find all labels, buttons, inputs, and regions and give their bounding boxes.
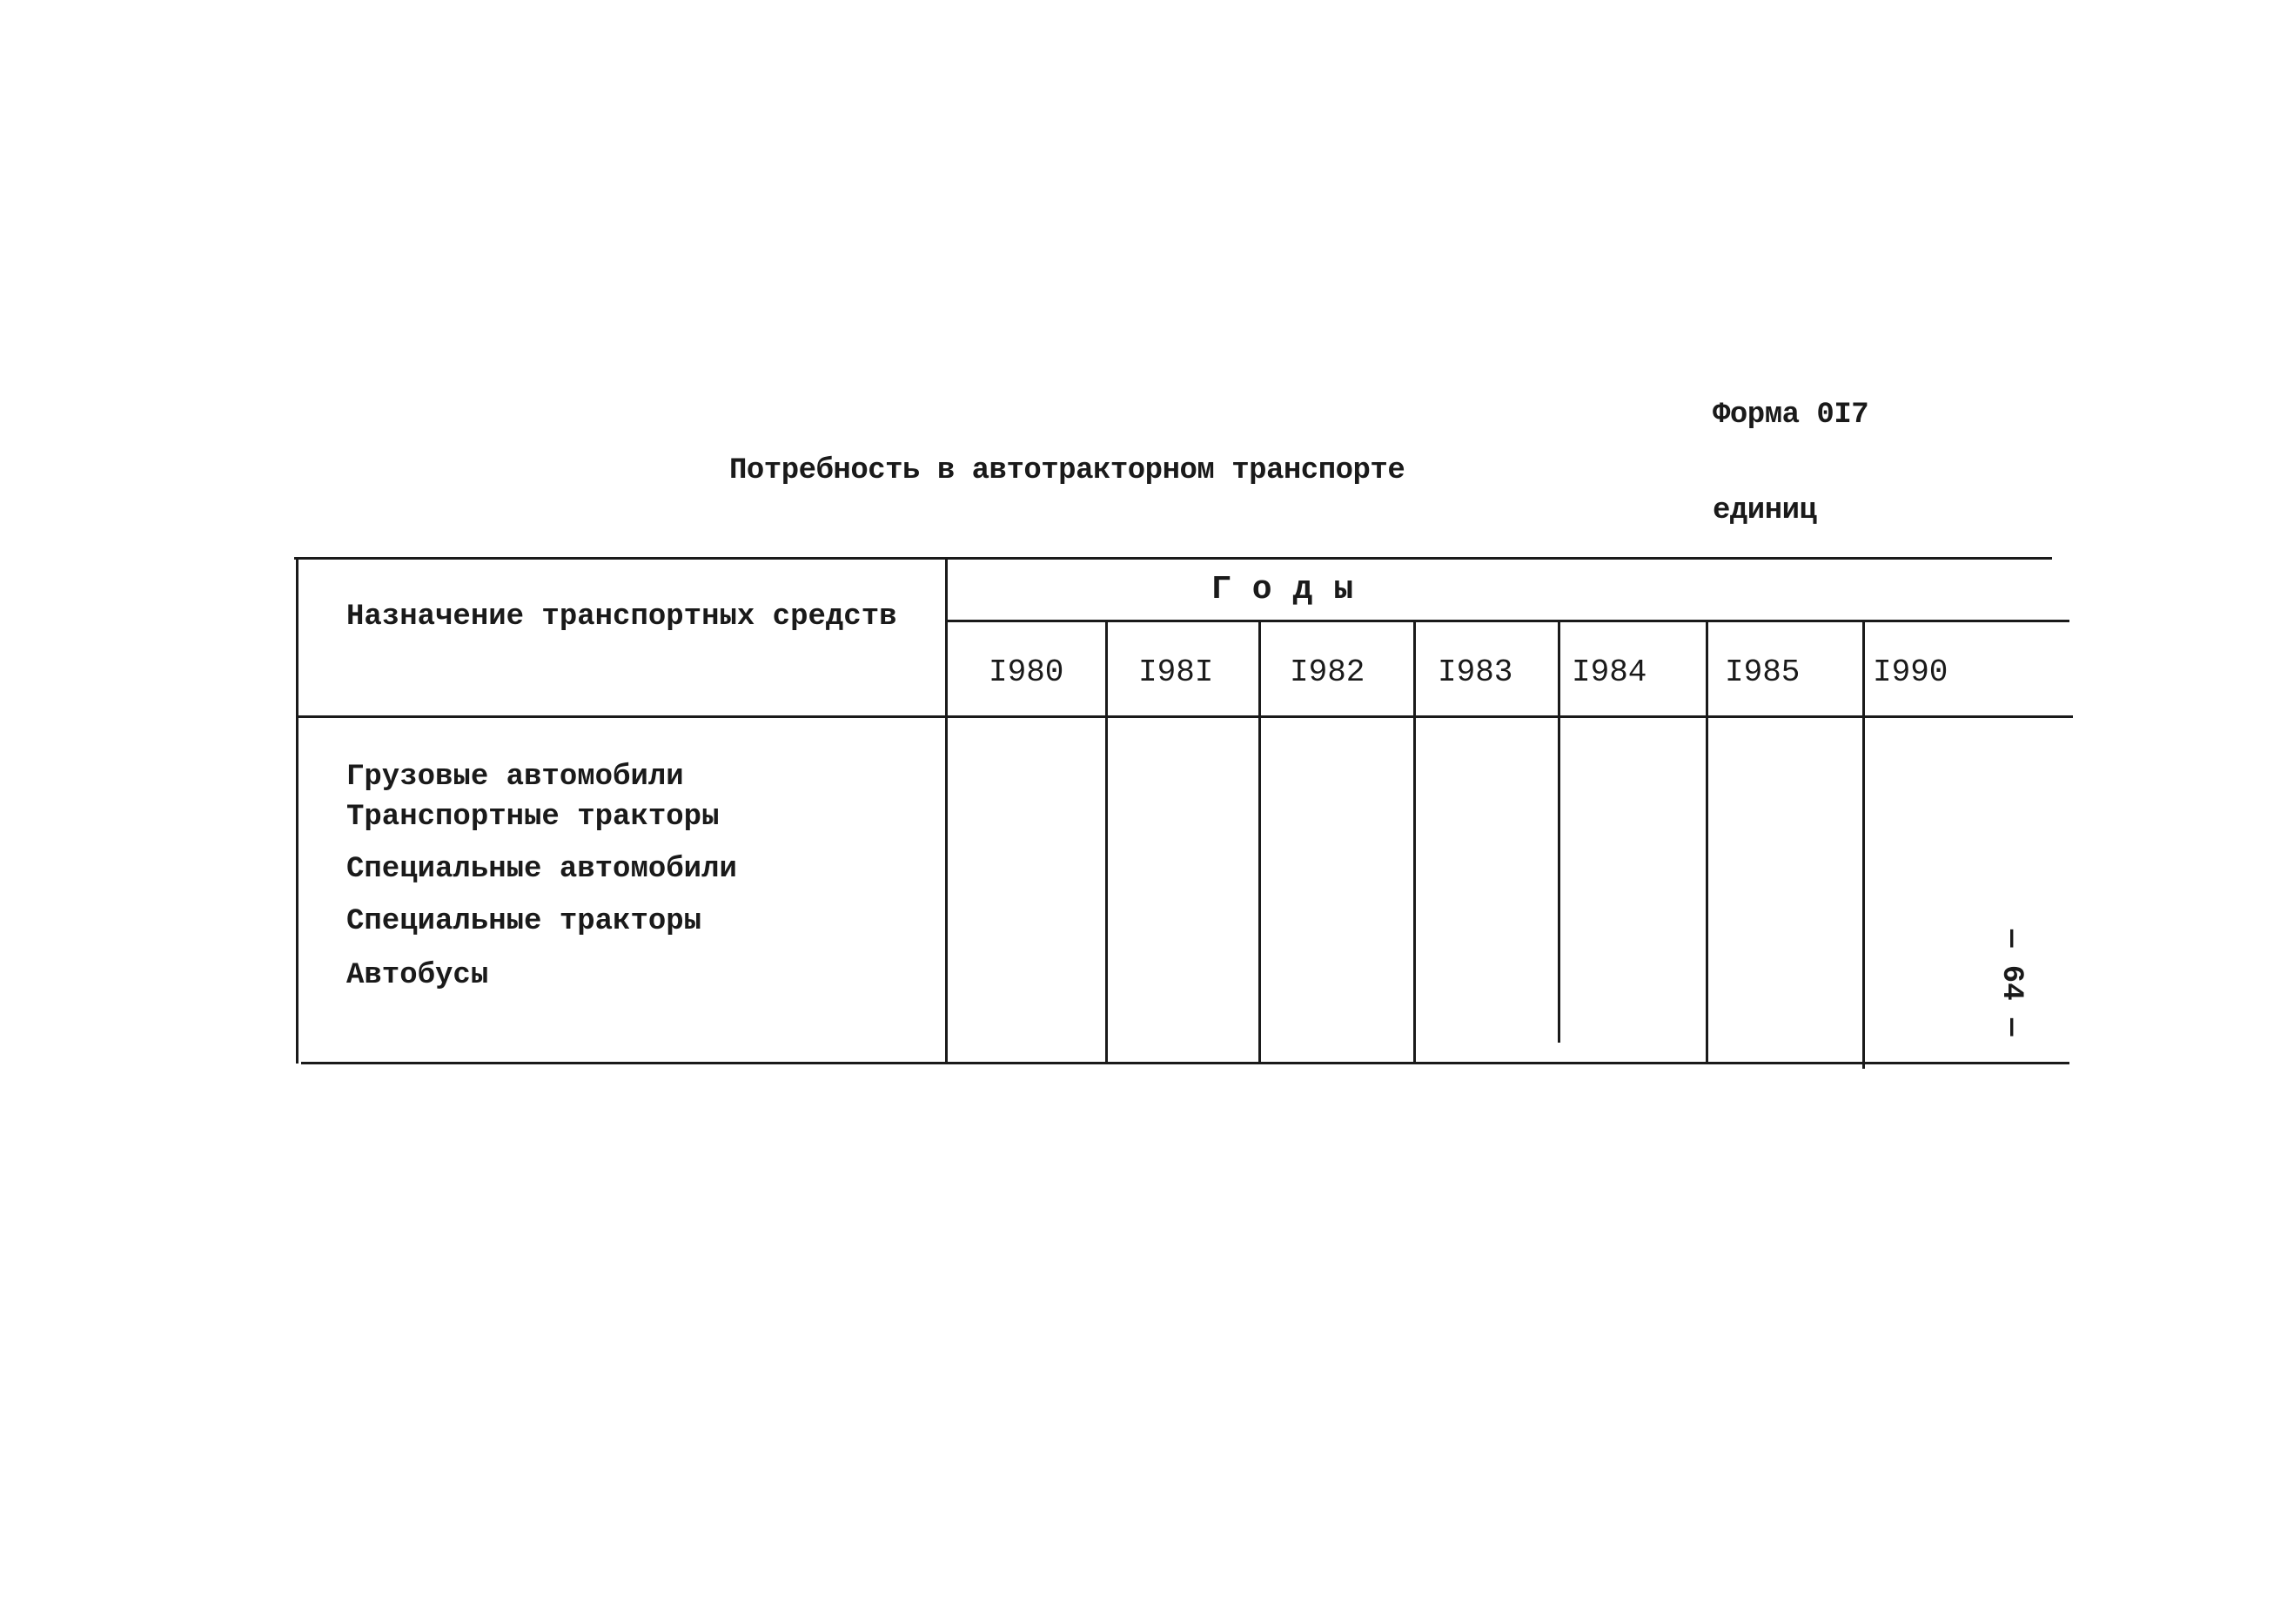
year-column-divider <box>1706 620 1708 1064</box>
table-top-border <box>294 557 2052 560</box>
row-label-special-tractors: Специальные тракторы <box>346 905 702 938</box>
year-column-divider <box>1413 620 1416 1064</box>
year-header: I984 <box>1572 654 1647 690</box>
page-number: — 64 — <box>1995 929 2028 1037</box>
year-column-divider <box>1862 620 1865 1069</box>
year-header: I982 <box>1290 654 1365 690</box>
year-column-divider <box>1558 620 1560 1043</box>
page-title: Потребность в автотракторном транспорте <box>729 454 1405 487</box>
row-label-trucks: Грузовые автомобили <box>346 761 684 794</box>
row-label-buses: Автобусы <box>346 959 489 992</box>
years-header-divider <box>945 620 2069 622</box>
table-bottom-border <box>301 1062 2069 1064</box>
year-header: I985 <box>1725 654 1801 690</box>
year-header: I990 <box>1873 654 1948 690</box>
year-header: I983 <box>1438 654 1513 690</box>
year-column-divider <box>1105 620 1108 1064</box>
header-bottom-border <box>296 715 2073 718</box>
year-header: I98I <box>1138 654 1214 690</box>
form-label: Форма 0I7 <box>1713 399 1869 432</box>
table-left-border <box>296 557 298 1064</box>
years-column-header: Годы <box>1211 571 1375 608</box>
row-label-transport-tractors: Транспортные тракторы <box>346 801 720 834</box>
purpose-column-divider <box>945 557 948 1064</box>
row-label-special-vehicles: Специальные автомобили <box>346 853 737 886</box>
units-label: единиц <box>1713 494 1817 527</box>
purpose-column-header: Назначение транспортных средств <box>346 601 897 634</box>
year-column-divider <box>1258 620 1261 1064</box>
year-header: I980 <box>989 654 1064 690</box>
